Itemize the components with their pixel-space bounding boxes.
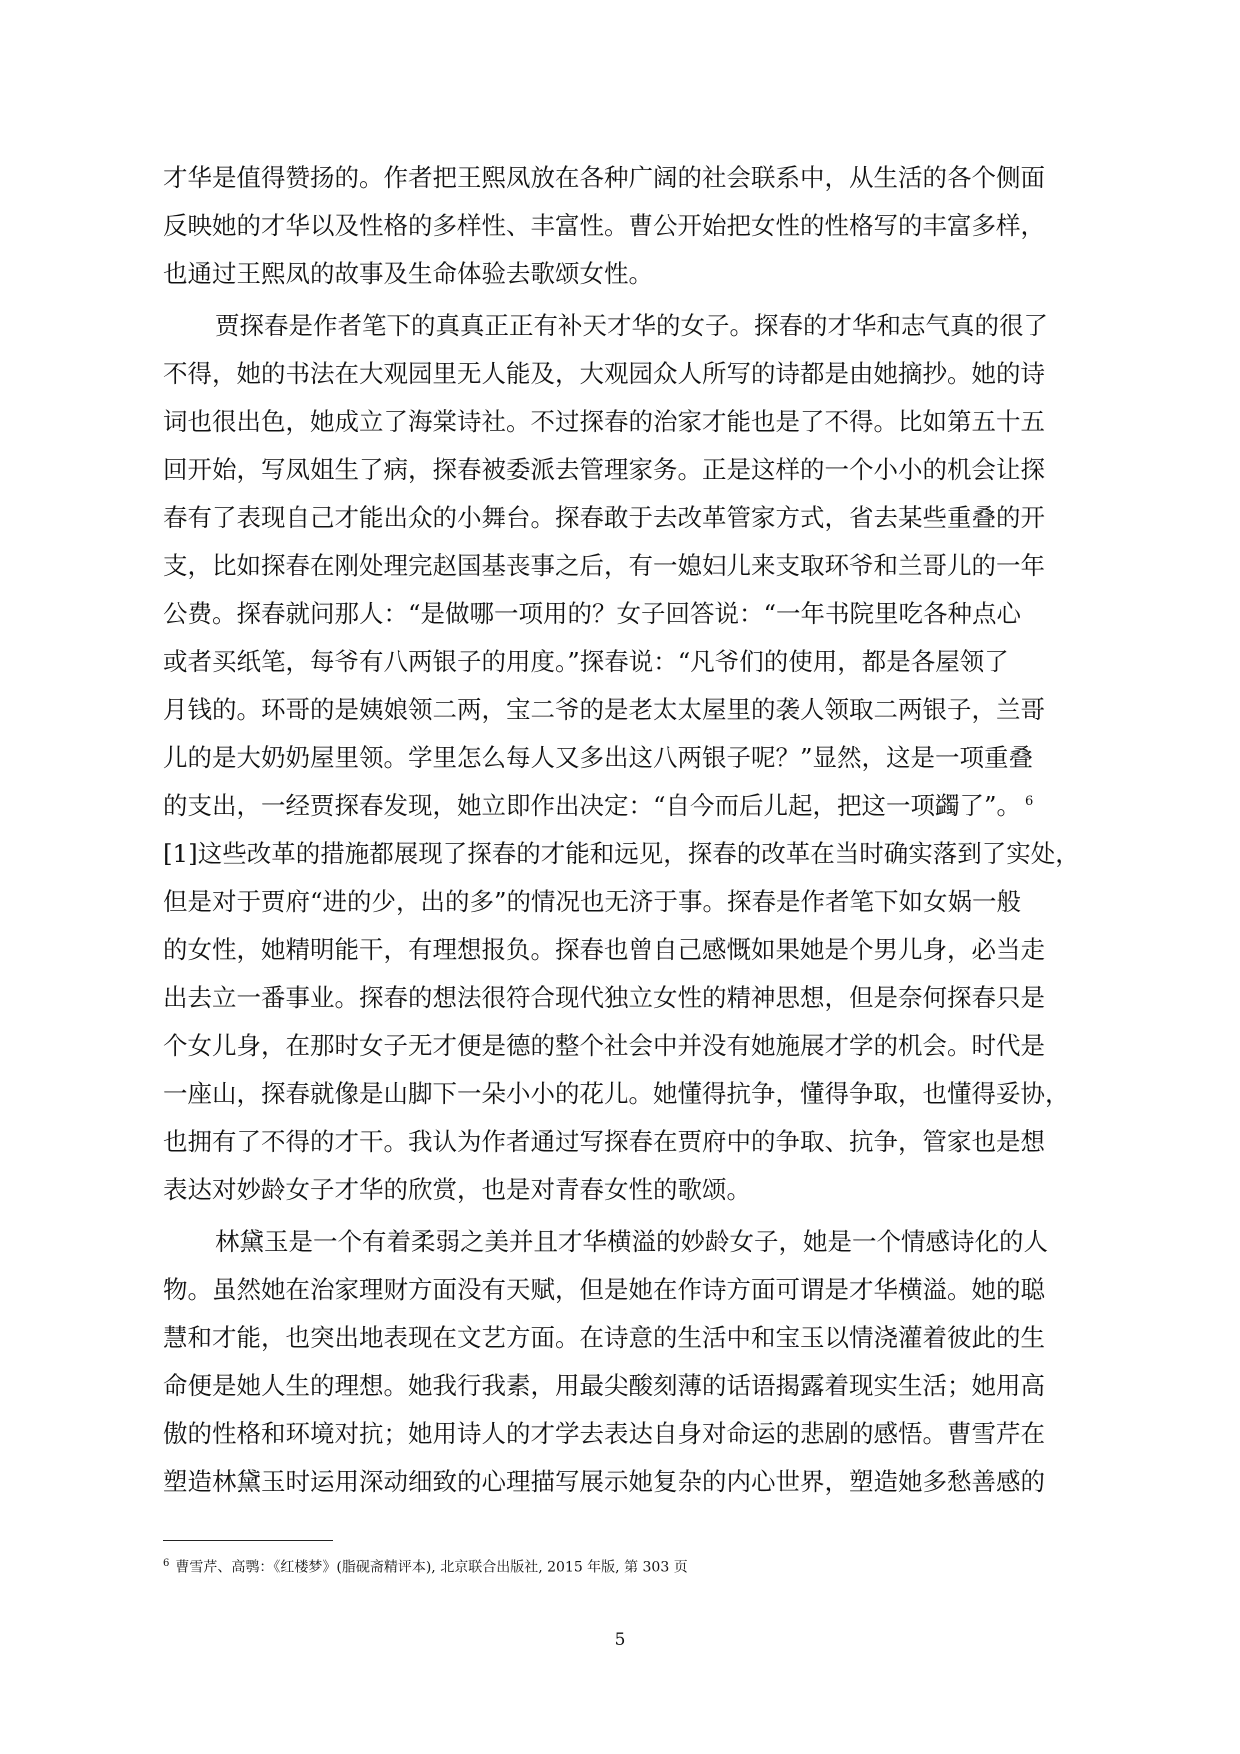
body-line: 月钱的。环哥的是姨娘领二两，宝二爷的是老太太屋里的袭人领取二两银子，兰哥 (163, 695, 1045, 724)
body-line: [1]这些改革的措施都展现了探春的才能和远见，探春的改革在当时确实落到了实处， (163, 839, 1080, 868)
body-line: 表达对妙龄女子才华的欣赏，也是对青春女性的歌颂。 (163, 1175, 751, 1204)
body-line: 个女儿身，在那时女子无才便是德的整个社会中并没有她施展才学的机会。时代是 (163, 1031, 1045, 1060)
body-line: 命便是她人生的理想。她我行我素，用最尖酸刻薄的话语揭露着现实生活；她用高 (163, 1371, 1045, 1400)
body-line: 物。虽然她在治家理财方面没有天赋，但是她在作诗方面可谓是才华横溢。她的聪 (163, 1275, 1045, 1304)
body-line: 支，比如探春在刚处理完赵国基丧事之后，有一媳妇儿来支取环爷和兰哥儿的一年 (163, 551, 1045, 580)
body-line: 反映她的才华以及性格的多样性、丰富性。曹公开始把女性的性格写的丰富多样， (163, 211, 1045, 240)
body-line: 出去立一番事业。探春的想法很符合现代独立女性的精神思想，但是奈何探春只是 (163, 983, 1045, 1012)
body-line: 慧和才能，也突出地表现在文艺方面。在诗意的生活中和宝玉以情浇灌着彼此的生 (163, 1323, 1045, 1352)
body-line: 或者买纸笔，每爷有八两银子的用度。”探春说：“凡爷们的使用，都是各屋领了 (163, 647, 1009, 676)
footnote-divider (163, 1540, 333, 1541)
paragraph-start-line: 林黛玉是一个有着柔弱之美并且才华横溢的妙龄女子，她是一个情感诗化的人 (215, 1227, 1048, 1256)
footnote (163, 1554, 688, 1578)
body-line-text: 的支出，一经贾探春发现，她立即作出决定：“自今而后儿起，把这一项蠲了”。 (163, 791, 1022, 820)
page-number: 5 (614, 1630, 626, 1650)
body-line: 公费。探春就问那人：“是做哪一项用的？女子回答说：“一年书院里吃各种点心 (163, 599, 1022, 628)
body-line: 不得，她的书法在大观园里无人能及，大观园众人所写的诗都是由她摘抄。她的诗 (163, 359, 1045, 388)
body-line: 儿的是大奶奶屋里领。学里怎么每人又多出这八两银子呢？”显然，这是一项重叠 (163, 743, 1034, 772)
paragraph-start-line: 贾探春是作者笔下的真真正正有补天才华的女子。探春的才华和志气真的很了 (215, 311, 1048, 340)
body-line: 词也很出色，她成立了海棠诗社。不过探春的治家才能也是了不得。比如第五十五 (163, 407, 1045, 436)
body-line: 但是对于贾府“进的少，出的多”的情况也无济于事。探春是作者笔下如女娲一般 (163, 887, 1022, 916)
body-line: 回开始，写凤姐生了病，探春被委派去管理家务。正是这样的一个小小的机会让探 (163, 455, 1045, 484)
body-line: 一座山，探春就像是山脚下一朵小小的花儿。她懂得抗争，懂得争取，也懂得妥协， (163, 1079, 1070, 1108)
body-line: 也拥有了不得的才干。我认为作者通过写探春在贾府中的争取、抗争，管家也是想 (163, 1127, 1045, 1156)
body-line-with-footnote-ref (163, 786, 1033, 826)
body-line: 塑造林黛玉时运用深动细致的心理描写展示她复杂的内心世界，塑造她多愁善感的 (163, 1467, 1045, 1496)
body-line: 傲的性格和环境对抗；她用诗人的才学去表达自身对命运的悲剧的感悟。曹雪芹在 (163, 1419, 1045, 1448)
body-line: 春有了表现自己才能出众的小舞台。探春敢于去改革管家方式，省去某些重叠的开 (163, 503, 1045, 532)
footnote-mark: 6 (163, 1558, 170, 1569)
footnote-text: 曹雪芹、高鹗：《红楼梦》(脂砚斋精评本), 北京联合出版社, 2015 年版, 第 303 页 (175, 1559, 688, 1576)
body-line: 才华是值得赞扬的。作者把王熙凤放在各种广阔的社会联系中，从生活的各个侧面 (163, 163, 1045, 192)
body-line: 也通过王熙凤的故事及生命体验去歌颂女性。 (163, 259, 653, 288)
footnote-reference[interactable]: 6 (1025, 793, 1034, 809)
body-line: 的女性，她精明能干，有理想报负。探春也曾自己感慨如果她是个男儿身，必当走 (163, 935, 1045, 964)
